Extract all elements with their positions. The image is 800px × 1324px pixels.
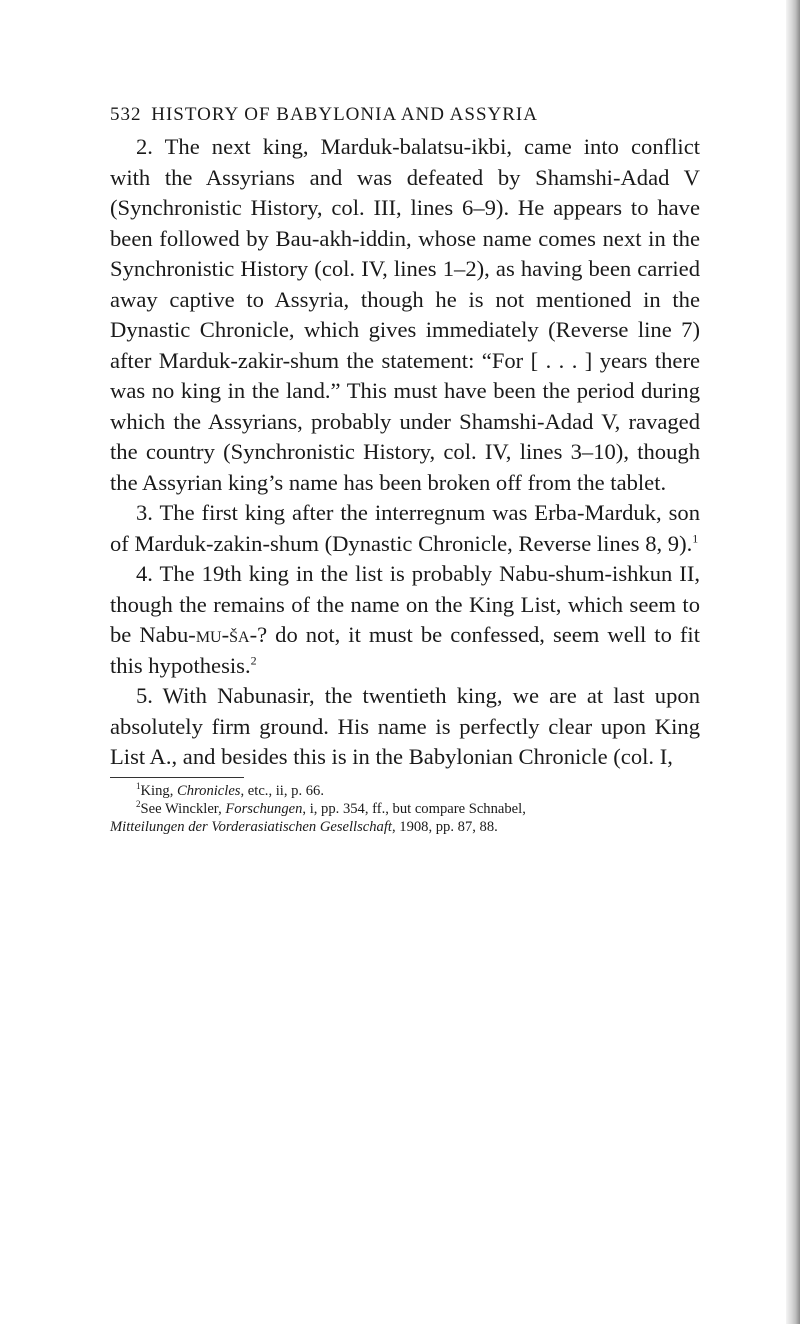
footnote-2-title-2: Mitteilungen der Vorderasiatischen Gesellschaft: [110, 818, 392, 835]
running-title: HISTORY OF BABYLONIA AND ASSYRIA: [151, 104, 538, 125]
footnote-2-continued: [110, 818, 700, 836]
footnote-2-pre: See Winckler,: [140, 800, 226, 817]
book-page: [110, 104, 700, 836]
paragraph-3-text: 3. The first king after the interregnum was Erba-Marduk, son of Marduk-zakin-shum (Dynastic Chronicle, Reverse lines 8, 9).: [110, 500, 700, 556]
paragraph-4: [110, 559, 700, 681]
footnote-2-mark: 2: [136, 798, 141, 809]
footnote-ref-2: 2: [250, 652, 257, 667]
footnote-2-post: , i, pp. 354, ff., but compare Schnabel,: [302, 800, 526, 817]
footnote-1-pre: King,: [140, 782, 177, 799]
page-number: 532: [110, 104, 142, 125]
paragraph-4-text-a: 4. The 19th king in the list is probably Nabu-shum-ishkun II, though the remains of the name on the King List, which seem to be Nabu-: [110, 561, 700, 647]
page-edge-shadow: [786, 0, 800, 1324]
footnote-1-title: Chronicles: [176, 782, 241, 799]
footnote-1-post: , etc., ii, p. 66.: [240, 782, 324, 799]
paragraph-4-smallcaps: mu-ša-?: [195, 622, 268, 647]
paragraph-4-text-b: do not, it must be confessed, seem well to fit this hypothesis.: [110, 622, 700, 678]
paragraph-3: [110, 498, 700, 559]
footnote-divider: [110, 777, 244, 778]
footnote-ref-1: 1: [692, 530, 699, 545]
paragraph-5: 5. With Nabunasir, the twentieth king, we are at last upon absolutely firm ground. His name is perfectly clear upon King List A., and besides this is in the Babylonian Chronicle (col. I,: [110, 683, 700, 769]
footnote-1-mark: 1: [136, 780, 141, 791]
footnote-2-end: , 1908, pp. 87, 88.: [391, 818, 498, 835]
running-header: [110, 104, 700, 126]
footnote-2-title: Forschungen: [225, 800, 303, 817]
footnote-2: [110, 800, 700, 818]
paragraph-2: 2. The next king, Marduk-balatsu-ikbi, came into conflict with the Assyrians and was defeated by Shamshi-Adad V (Synchronistic History, col. III, lines 6–9). He appears to have been followed by Bau-akh-iddin, whose name comes next in the Synchronistic History (col. IV, lines 1–2), as having been carried away captive to Assyria, though he is not mentioned in the Dynastic Chronicle, which gives immediately (Reverse line 7) after Marduk-zakir-shum the statement: “For [ . . . ] years there was no king in the land.” This must have been the period during which the Assyrians, probably under Shamshi-Adad V, ravaged the country (Synchronistic History, col. IV, lines 3–10), though the Assyrian king’s name has been broken off from the tablet.: [110, 134, 700, 495]
footnote-1: [110, 782, 700, 800]
